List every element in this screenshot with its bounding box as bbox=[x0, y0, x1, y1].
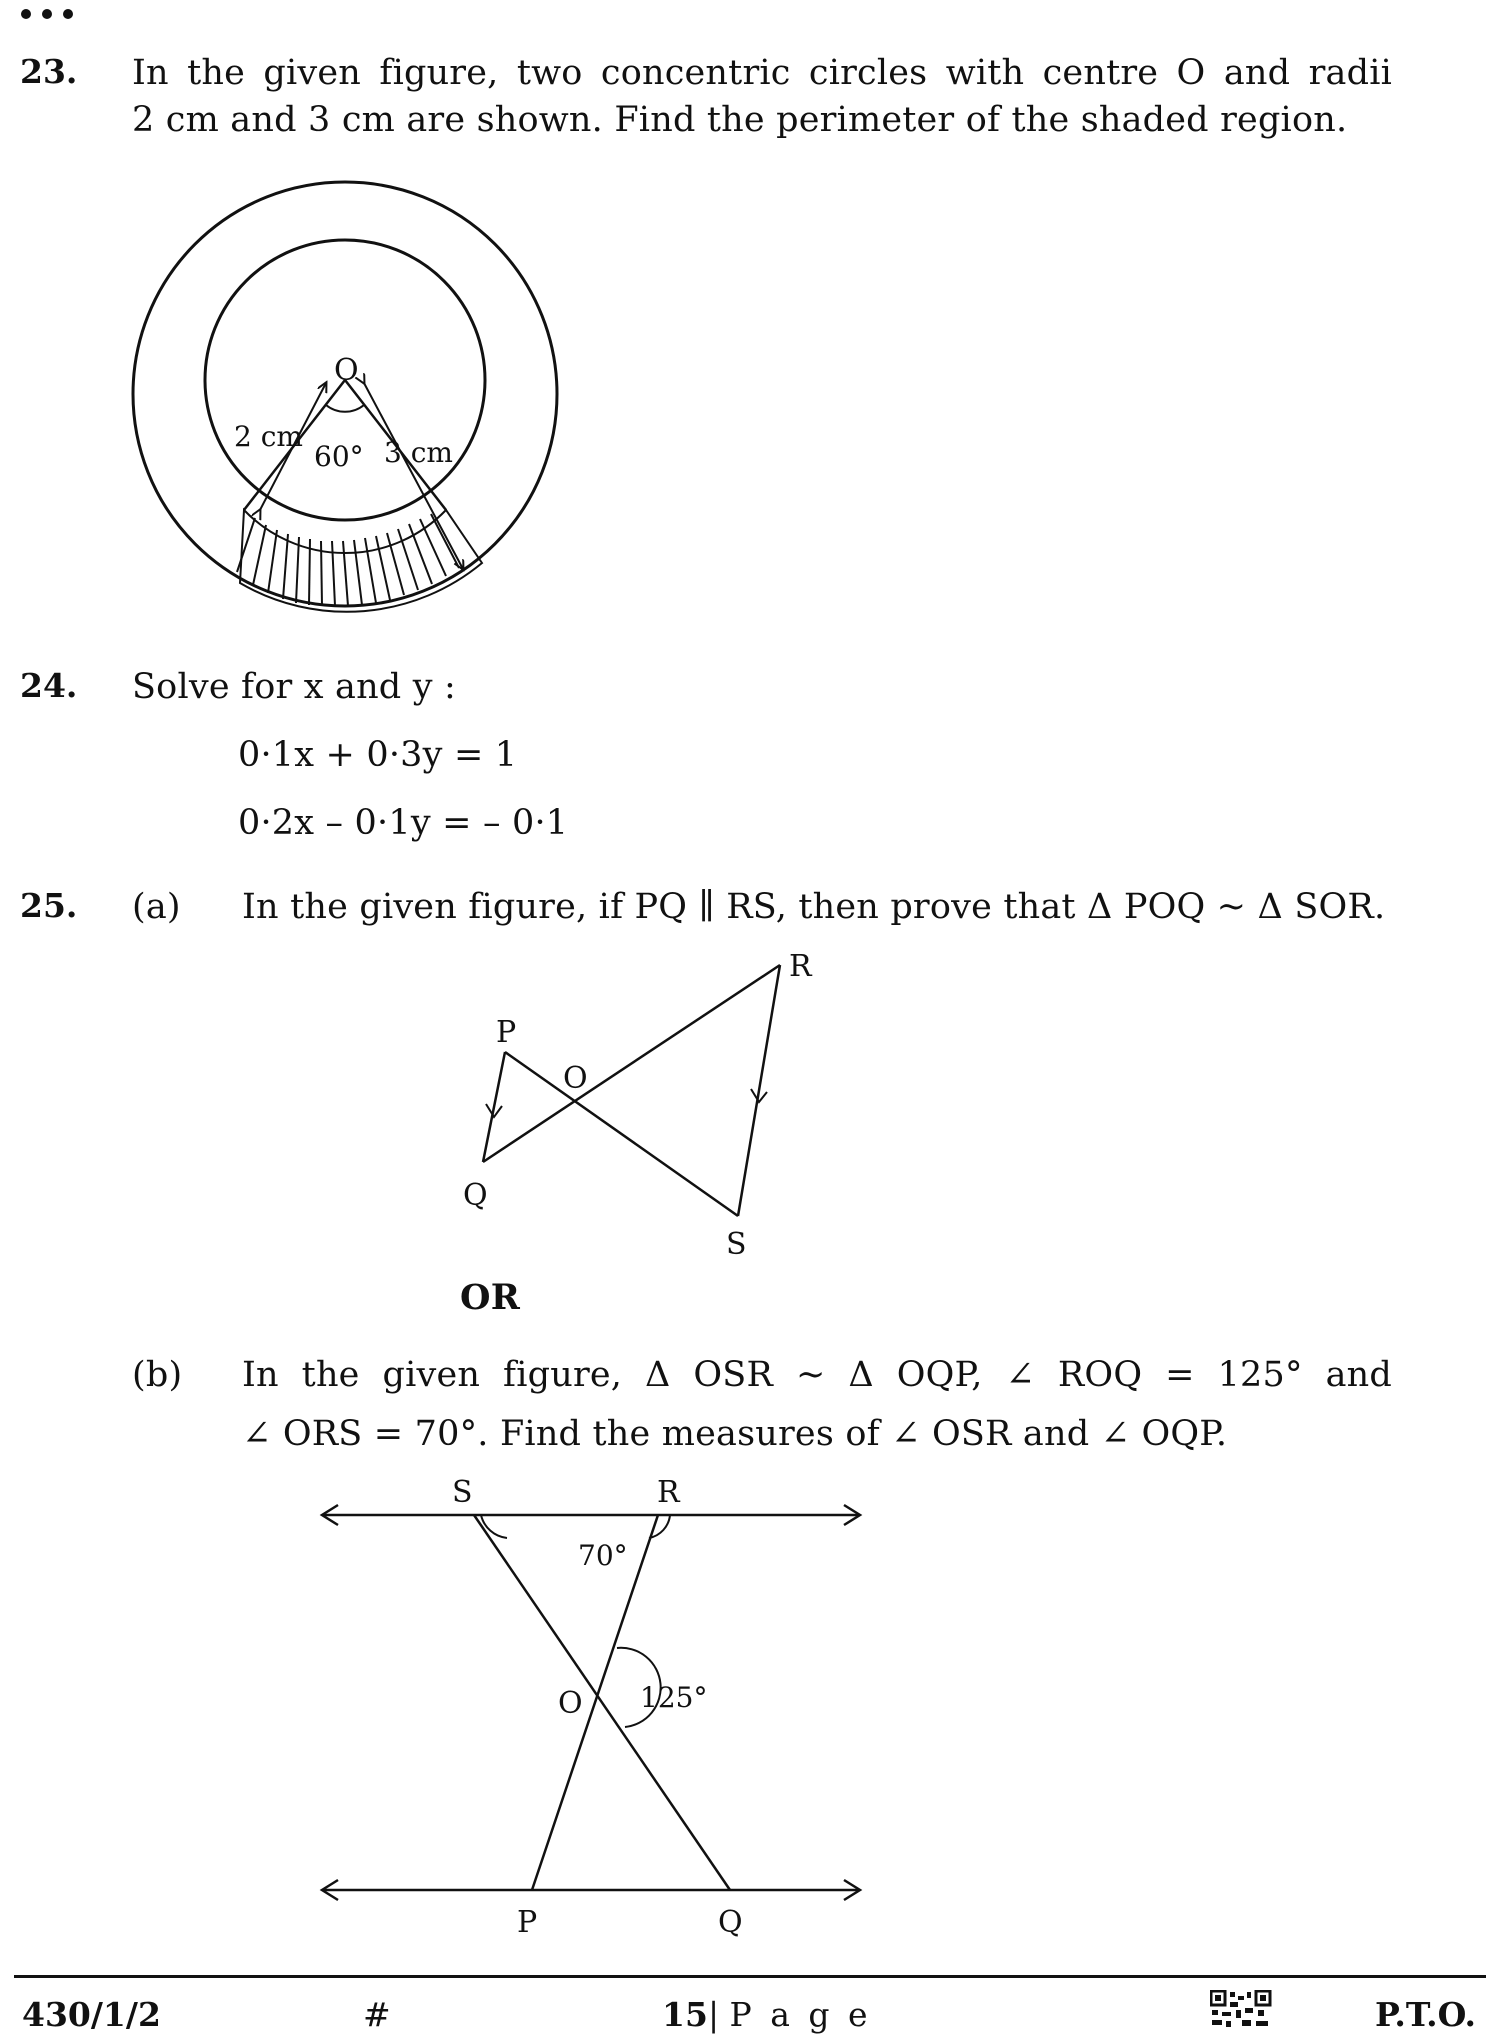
label-70deg: 70° bbox=[578, 1539, 628, 1572]
q25-number: 25. bbox=[20, 886, 78, 925]
q25b-text-line2: ∠ ORS = 70°. Find the measures of ∠ OSR and ∠ OQP. bbox=[242, 1414, 1228, 1454]
page-number: 15 bbox=[662, 1995, 708, 2034]
q25b-text-line1: In the given figure, Δ OSR ~ Δ OQP, ∠ ROQ = 125° and bbox=[242, 1355, 1392, 1395]
q25b-figure bbox=[310, 1460, 870, 1950]
paper-code: 430/1/2 bbox=[22, 1995, 161, 2034]
angle-arc-60 bbox=[326, 405, 364, 412]
label-P: P bbox=[496, 1015, 517, 1050]
q23-text-line1: In the given figure, two concentric circles with centre O and radii bbox=[132, 53, 1392, 93]
page-separator: | bbox=[707, 1995, 730, 2034]
segment-PS bbox=[505, 1052, 738, 1216]
label-125deg: 125° bbox=[640, 1681, 708, 1714]
angle-arc-S bbox=[481, 1515, 507, 1538]
hash-mark: # bbox=[363, 1995, 391, 2034]
label-Q: Q bbox=[463, 1178, 488, 1213]
label-2cm: 2 cm bbox=[234, 420, 303, 453]
q24-number: 24. bbox=[20, 666, 78, 705]
q25b-label: (b) bbox=[132, 1355, 183, 1395]
label-S: S bbox=[726, 1227, 747, 1262]
segment-RS bbox=[738, 965, 780, 1216]
q25a-figure bbox=[440, 940, 840, 1270]
dots-graphic bbox=[20, 6, 100, 22]
segment-QR bbox=[483, 965, 780, 1162]
label-centre-O: O bbox=[334, 353, 359, 388]
footer-divider bbox=[14, 1975, 1486, 1978]
label-O: O bbox=[558, 1686, 583, 1721]
label-P: P bbox=[517, 1905, 538, 1940]
q24-text: Solve for x and y : bbox=[132, 667, 457, 707]
q24-eq2: 0·2x – 0·1y = – 0·1 bbox=[238, 803, 569, 843]
q23-figure bbox=[120, 170, 570, 620]
pto-label: P.T.O. bbox=[1375, 1995, 1476, 2034]
qr-code-icon bbox=[1210, 1990, 1272, 2032]
label-R: R bbox=[789, 949, 812, 984]
q23-number: 23. bbox=[20, 52, 78, 91]
outer-circle bbox=[133, 182, 557, 606]
page-word: P a g e bbox=[729, 1995, 872, 2034]
q24-eq1: 0·1x + 0·3y = 1 bbox=[238, 735, 518, 775]
label-O: O bbox=[563, 1061, 588, 1096]
label-Q: Q bbox=[718, 1905, 743, 1940]
label-S: S bbox=[452, 1475, 473, 1510]
label-60deg: 60° bbox=[314, 440, 364, 473]
q23-text-line2: 2 cm and 3 cm are shown. Find the perimeter of the shaded region. bbox=[132, 100, 1348, 140]
shaded-region bbox=[237, 510, 482, 612]
label-3cm: 3 cm bbox=[384, 436, 453, 469]
or-separator: OR bbox=[460, 1277, 520, 1318]
qr-graphic bbox=[1210, 1990, 1272, 2028]
label-R: R bbox=[657, 1475, 680, 1510]
q25a-label: (a) bbox=[132, 887, 181, 927]
q25a-text: In the given figure, if PQ ∥ RS, then prove that Δ POQ ~ Δ SOR. bbox=[242, 887, 1386, 927]
top-dots-icon bbox=[20, 6, 100, 26]
page-indicator bbox=[662, 1995, 872, 2034]
